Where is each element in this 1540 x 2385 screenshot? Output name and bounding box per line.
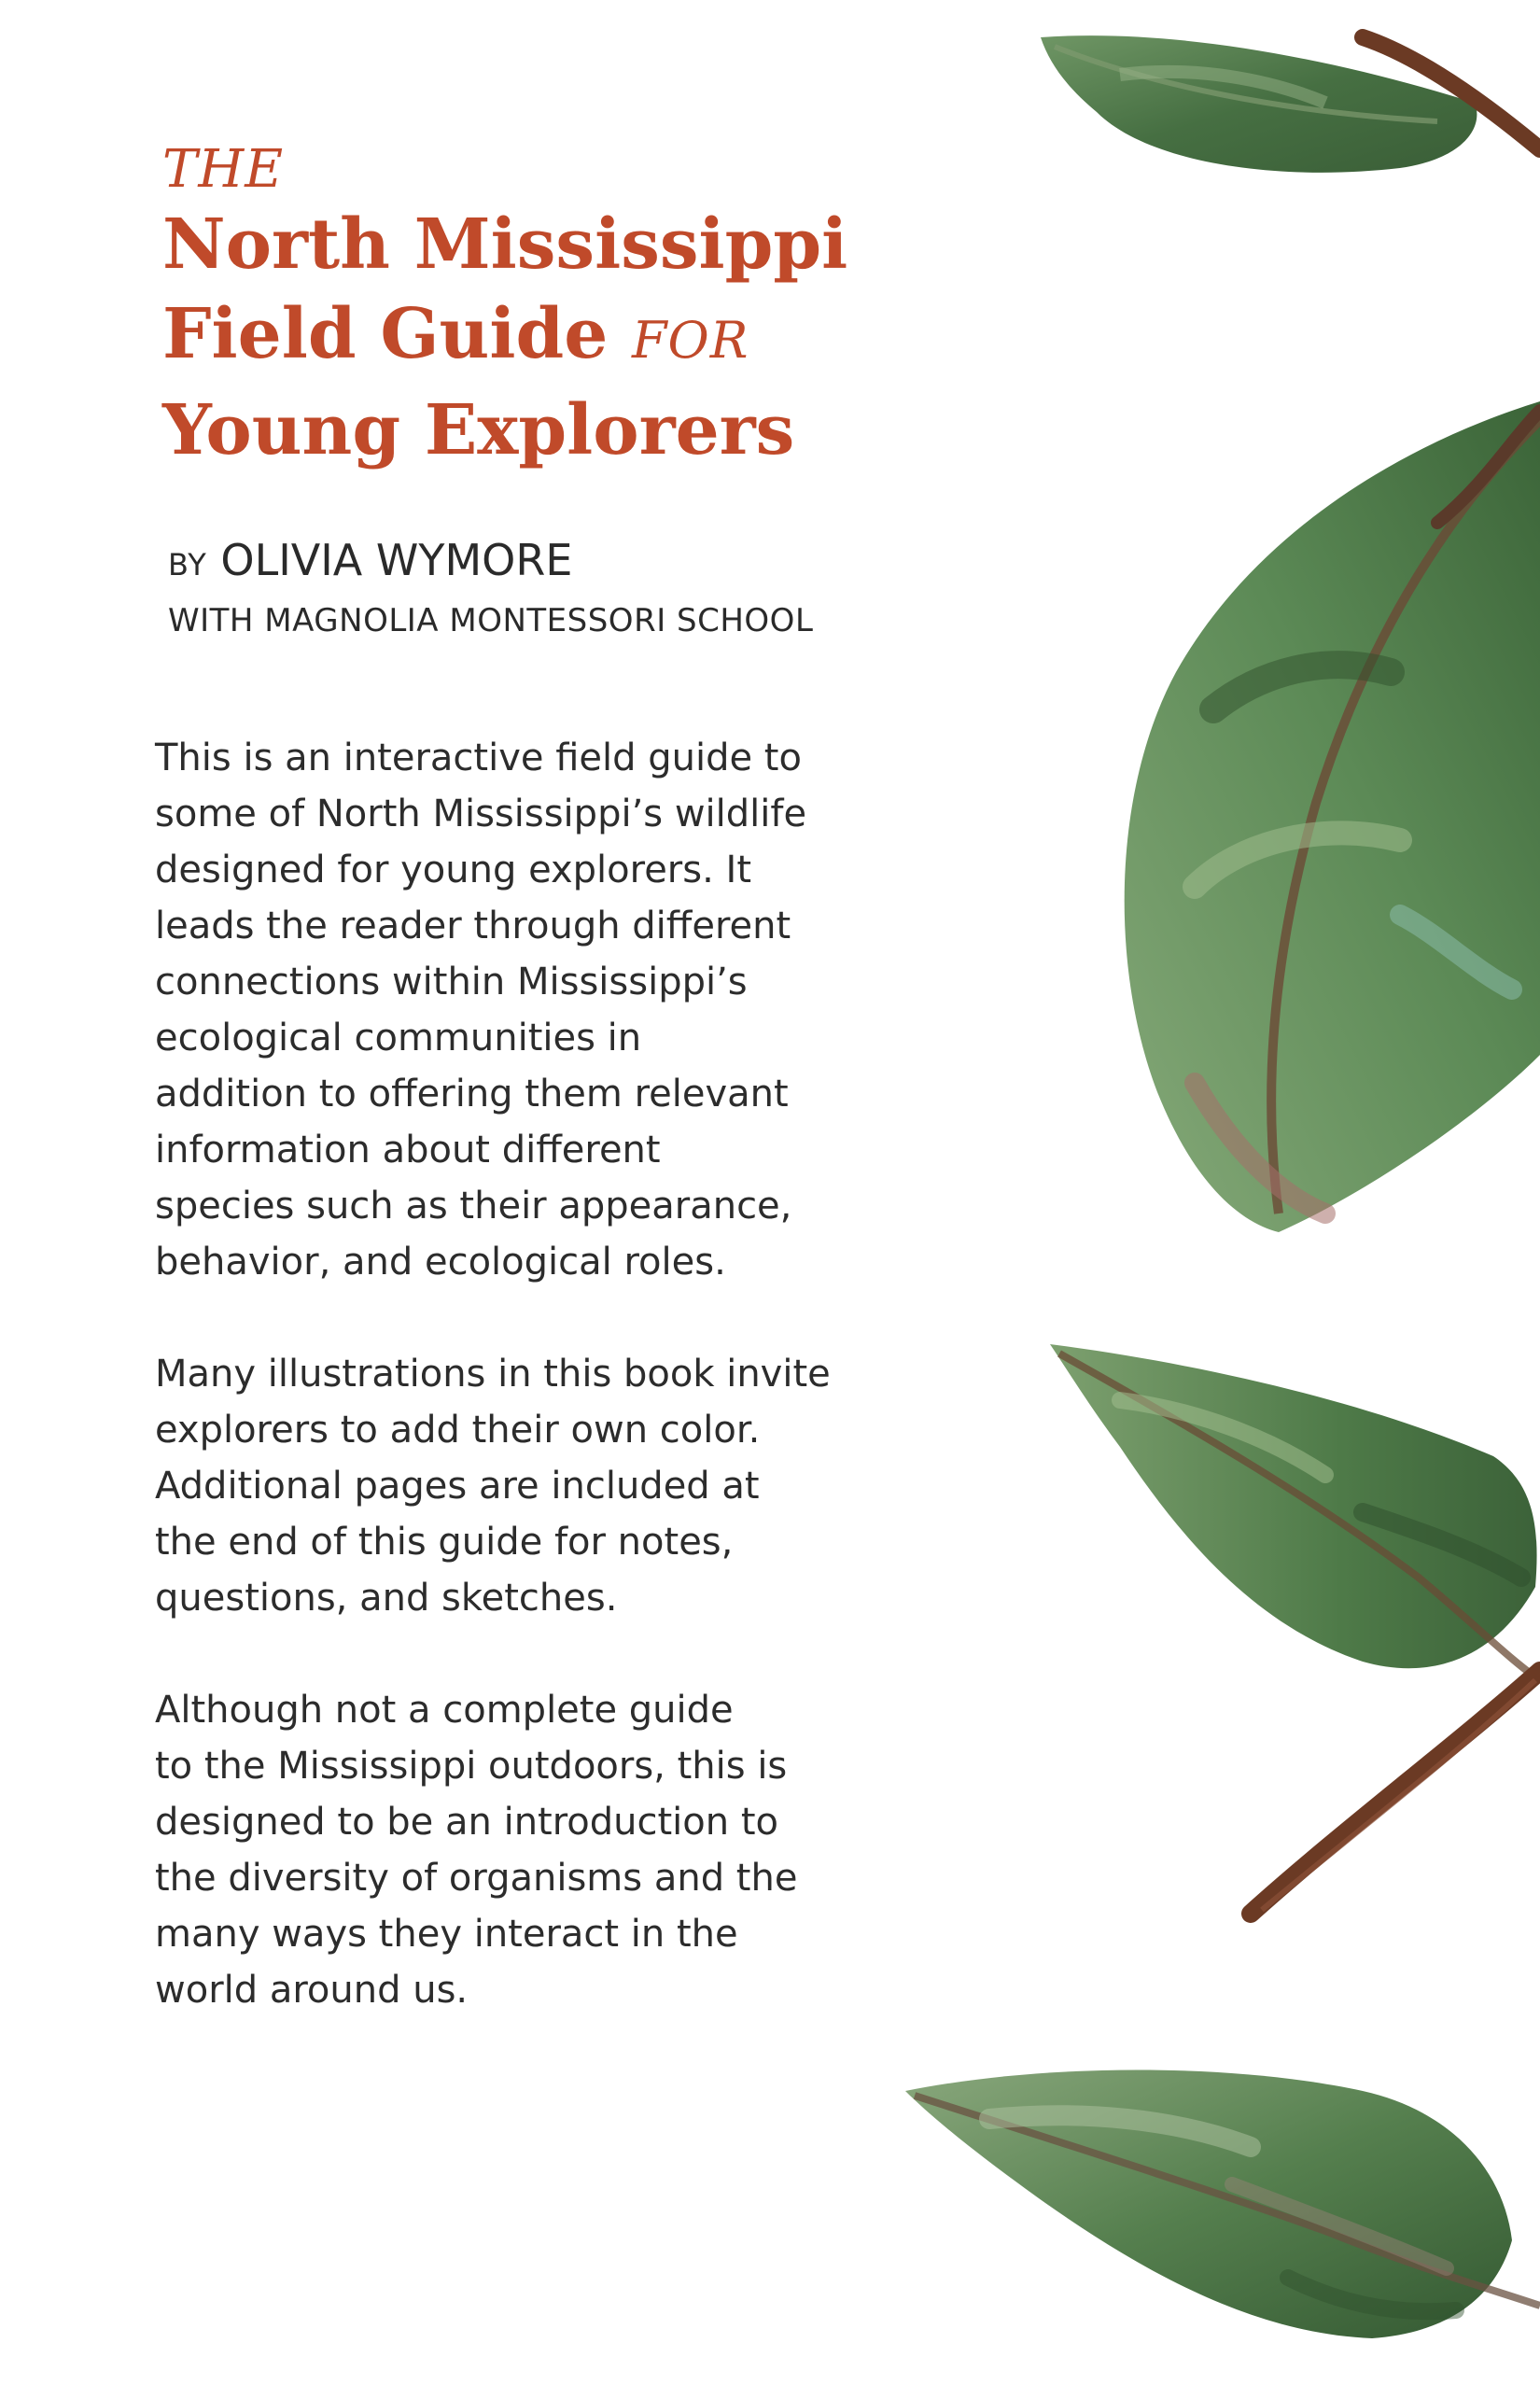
- text-line: leads the reader through different: [155, 905, 791, 947]
- text-line: explorers to add their own color.: [155, 1409, 761, 1452]
- description-paragraph-3: [155, 1682, 939, 2018]
- title-the: THE: [162, 139, 285, 200]
- description-paragraph-2: [155, 1346, 939, 1626]
- text-line: addition to offering them relevant: [155, 1073, 789, 1115]
- text-line: species such as their appearance,: [155, 1185, 792, 1228]
- leaf-large: [1125, 401, 1540, 1232]
- text-line: ecological communities in: [155, 1017, 642, 1059]
- stem: [1251, 1671, 1540, 1914]
- leaf-bottom: [905, 2070, 1540, 2339]
- author-collaborator: WITH MAGNOLIA MONTESSORI SCHOOL: [168, 602, 814, 639]
- title-line-1: North Mississippi: [162, 204, 848, 285]
- text-line: behavior, and ecological roles.: [155, 1241, 726, 1284]
- text-line: to the Mississippi outdoors, this is: [155, 1745, 788, 1788]
- text-line: the end of this guide for notes,: [155, 1521, 734, 1564]
- description-paragraph-1: [155, 730, 939, 1290]
- text-line: connections within Mississippi’s: [155, 961, 748, 1003]
- text-line: many ways they interact in the: [155, 1913, 738, 1956]
- text-line: Although not a complete guide: [155, 1689, 734, 1732]
- text-line: some of North Mississippi’s wildlife: [155, 793, 807, 835]
- leaf-illustration: [840, 0, 1540, 2380]
- text-line: questions, and sketches.: [155, 1577, 618, 1620]
- description-text: [155, 730, 939, 2074]
- text-line: designed to be an introduction to: [155, 1801, 778, 1844]
- text-line: Many illustrations in this book invite: [155, 1353, 831, 1396]
- author-by: BY: [168, 547, 207, 582]
- title-line-2-main: Field Guide: [162, 294, 609, 374]
- leaf-top: [1041, 35, 1540, 173]
- author-name: OLIVIA WYMORE: [220, 535, 573, 585]
- text-line: information about different: [155, 1129, 661, 1171]
- text-line: This is an interactive field guide to: [155, 737, 802, 779]
- title-line-3: Young Explorers: [162, 390, 795, 470]
- title-for: FOR: [632, 311, 749, 370]
- text-line: world around us.: [155, 1969, 469, 2012]
- text-line: the diversity of organisms and the: [155, 1857, 798, 1900]
- magnolia-leaves-illustration-icon: [840, 0, 1540, 2380]
- leaf-middle: [1050, 1344, 1540, 1680]
- text-line: Additional pages are included at: [155, 1465, 760, 1508]
- text-line: designed for young explorers. It: [155, 849, 752, 891]
